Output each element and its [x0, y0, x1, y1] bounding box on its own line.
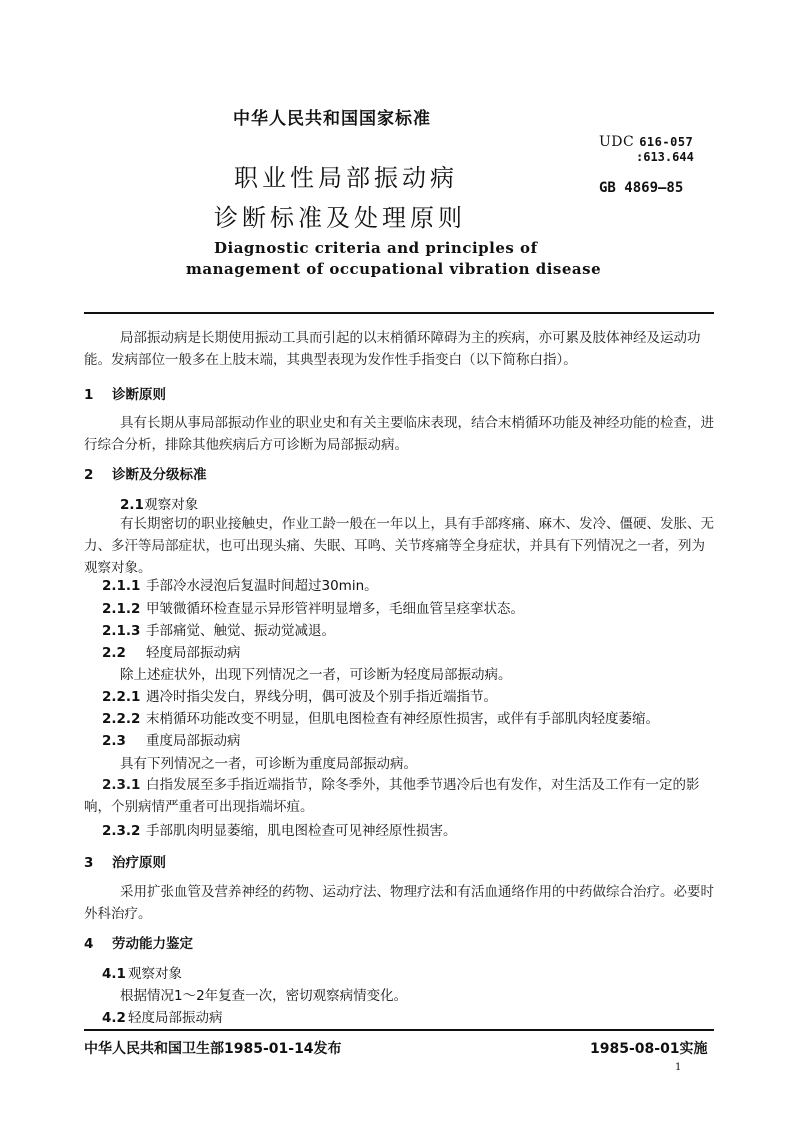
subsection-2-2 [102, 641, 714, 661]
item-2-1-1 [102, 574, 714, 594]
subsection-4-1-title: 观察对象 [128, 966, 182, 982]
section-4-number: 4 [84, 936, 94, 952]
item-2-3-2-text: 手部肌肉明显萎缩，肌电图检查可见神经原性损害。 [146, 823, 457, 839]
udc-code-1: 616-057 [639, 135, 694, 149]
item-2-1-3-number: 2.1.3 [102, 623, 141, 639]
item-2-2-1-text: 遇冷时指尖发白，界线分明，偶可波及个别手指近端指节。 [146, 689, 497, 705]
item-2-2-2-number: 2.2.2 [102, 711, 141, 727]
intro-paragraph: 局部振动病是长期使用振动工具而引起的以末梢循环障碍为主的疾病，亦可累及肢体神经及运动功能。发病部位一般多在上肢末端，其典型表现为发作性手指变白（以下简称白指）。 [84, 330, 701, 368]
section-2-heading [84, 463, 207, 483]
item-2-1-2-number: 2.1.2 [102, 601, 141, 617]
item-2-3-2 [102, 819, 714, 839]
document-title-line2: 诊断标准及处理原则 [214, 204, 466, 232]
udc-prefix: UDC [599, 134, 635, 150]
section-1-heading [84, 383, 166, 403]
subsection-4-1-number: 4.1 [102, 966, 126, 982]
section-3-title: 治疗原则 [112, 855, 166, 871]
section-3-number: 3 [84, 855, 94, 871]
item-2-2-2-text: 末梢循环功能改变不明显，但肌电图检查有神经原性损害，或伴有手部肌肉轻度萎缩。 [146, 711, 659, 727]
english-title-line1: Diagnostic criteria and principles of [214, 239, 538, 257]
subsection-4-2-title: 轻度局部振动病 [128, 1010, 223, 1026]
item-2-1-2-text: 甲皱微循环检查显示异形管袢明显增多，毛细血管呈痉挛状态。 [146, 601, 524, 617]
udc-code-2: :613.644 [636, 150, 694, 164]
subsection-2-2-text: 除上述症状外，出现下列情况之一者，可诊断为轻度局部振动病。 [120, 667, 512, 683]
english-title-line2: management of occupational vibration disease [186, 260, 602, 278]
section-1-text: 具有长期从事局部振动作业的职业史和有关主要临床表现，结合末梢循环功能及神经功能的检查，进行综合分析，排除其他疾病后方可诊断为局部振动病。 [84, 415, 714, 453]
subsection-2-1-text: 有长期密切的职业接触史，作业工龄一般在一年以上，具有手部疼痛、麻木、发冷、僵硬、发胀、无力、多汗等局部症状，也可出现头痛、失眠、耳鸣、关节疼痛等全身症状，并具有下列情况之一者，列为观察对象。 [84, 516, 714, 576]
item-2-1-1-number: 2.1.1 [102, 578, 141, 594]
item-2-1-3 [102, 619, 714, 639]
subsection-2-1-number: 2.1 [120, 497, 144, 513]
subsection-2-1 [120, 493, 732, 513]
document-title-line1: 职业性局部振动病 [234, 164, 458, 192]
footer-divider [84, 1029, 714, 1031]
section-1-title: 诊断原则 [112, 387, 166, 403]
subsection-4-2 [102, 1006, 714, 1026]
subsection-2-3-number: 2.3 [102, 733, 126, 749]
subsection-4-1 [102, 962, 714, 982]
section-4-title: 劳动能力鉴定 [112, 936, 193, 952]
issue-date: 中华人民共和国卫生部1985-01-14发布 [84, 1041, 342, 1057]
item-2-2-1-number: 2.2.1 [102, 689, 141, 705]
section-3-heading [84, 851, 166, 871]
subsection-2-2-number: 2.2 [102, 645, 126, 661]
item-2-3-1-number: 2.3.1 [102, 777, 141, 793]
subsection-2-3-title: 重度局部振动病 [146, 733, 241, 749]
item-2-1-3-text: 手部痛觉、触觉、振动觉减退。 [146, 623, 335, 639]
item-2-2-2 [102, 707, 714, 727]
subsection-2-3 [102, 729, 714, 749]
subsection-2-3-text: 具有下列情况之一者，可诊断为重度局部振动病。 [120, 756, 417, 772]
item-2-3-1-text: 白指发展至多手指近端指节，除冬季外，其他季节遇冷后也有发作，对生活及工作有一定的影响，个别病情严重者可出现指端坏疽。 [84, 777, 700, 815]
subsection-4-2-number: 4.2 [102, 1010, 126, 1026]
item-2-3-1 [84, 774, 714, 818]
page-number: 1 [675, 1062, 682, 1073]
item-2-1-2 [102, 597, 714, 617]
subsection-2-2-title: 轻度局部振动病 [146, 645, 241, 661]
issuing-country-standard: 中华人民共和国国家标准 [233, 109, 431, 129]
item-2-2-1 [102, 685, 714, 705]
subsection-4-1-text: 根据情况1～2年复查一次，密切观察病情变化。 [120, 988, 408, 1004]
section-2-title: 诊断及分级标准 [112, 467, 207, 483]
section-4-heading [84, 932, 193, 952]
header-divider [84, 312, 714, 314]
section-1-number: 1 [84, 387, 94, 403]
udc-label [599, 134, 693, 150]
section-3-text: 采用扩张血管及营养神经的药物、运动疗法、物理疗法和有活血通络作用的中药做综合治疗。必要时外科治疗。 [84, 884, 714, 922]
gb-standard-number: GB 4869—85 [599, 180, 684, 196]
item-2-1-1-text: 手部冷水浸泡后复温时间超过30min。 [146, 578, 378, 594]
section-2-number: 2 [84, 467, 94, 483]
subsection-2-1-title: 观察对象 [144, 497, 199, 513]
effective-date: 1985-08-01实施 [590, 1041, 708, 1057]
item-2-3-2-number: 2.3.2 [102, 823, 141, 839]
